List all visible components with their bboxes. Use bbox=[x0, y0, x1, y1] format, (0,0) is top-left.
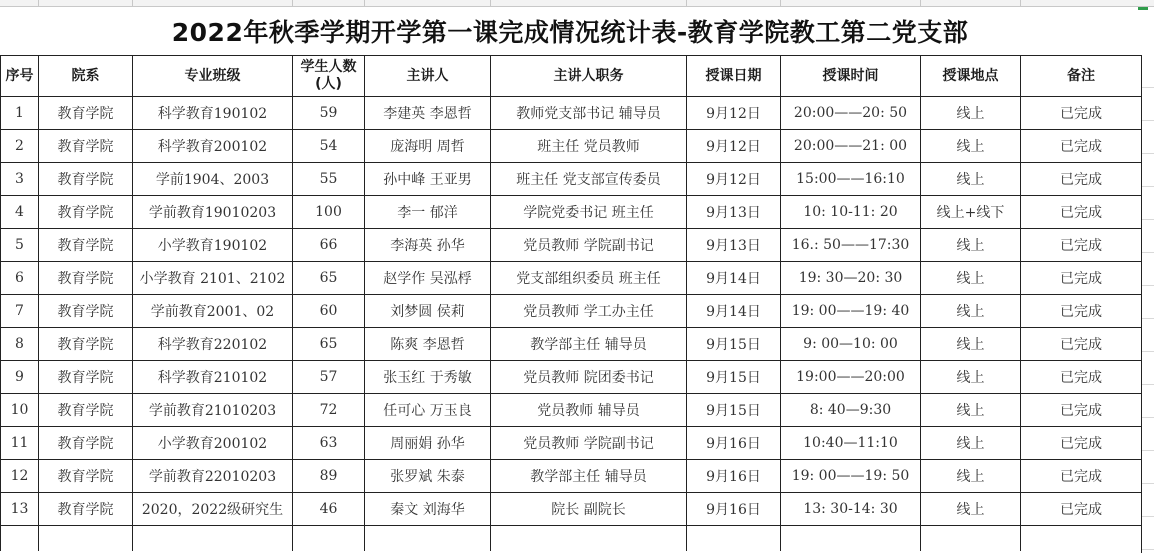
cell-time[interactable]: 10:40—11:10 bbox=[781, 427, 921, 460]
cell-speaker[interactable]: 孙中峰 王亚男 bbox=[365, 163, 491, 196]
cell-department[interactable]: 教育学院 bbox=[39, 130, 133, 163]
cell-location[interactable]: 线上 bbox=[921, 295, 1021, 328]
empty-cell[interactable] bbox=[133, 526, 293, 552]
cell-index[interactable]: 2 bbox=[1, 130, 39, 163]
cell-department[interactable]: 教育学院 bbox=[39, 229, 133, 262]
cell-speaker-title[interactable]: 党支部组织委员 班主任 bbox=[491, 262, 687, 295]
table-body bbox=[1, 97, 1142, 552]
cell-index[interactable]: 12 bbox=[1, 460, 39, 493]
cell-department[interactable]: 教育学院 bbox=[39, 361, 133, 394]
stats-table bbox=[0, 55, 1142, 551]
cell-date[interactable]: 9月14日 bbox=[687, 262, 781, 295]
cell-department[interactable]: 教育学院 bbox=[39, 328, 133, 361]
empty-cell[interactable] bbox=[39, 526, 133, 552]
cell-speaker[interactable]: 张玉红 于秀敏 bbox=[365, 361, 491, 394]
cell-speaker-title[interactable]: 党员教师 学院副书记 bbox=[491, 427, 687, 460]
table-row bbox=[1, 130, 1142, 163]
cell-index[interactable]: 3 bbox=[1, 163, 39, 196]
cell-department[interactable]: 教育学院 bbox=[39, 97, 133, 130]
cell-class[interactable]: 小学教育190102 bbox=[133, 229, 293, 262]
cell-index[interactable]: 11 bbox=[1, 427, 39, 460]
cell-department[interactable]: 教育学院 bbox=[39, 427, 133, 460]
empty-cell[interactable] bbox=[1021, 526, 1142, 552]
cell-time[interactable]: 13: 30-14: 30 bbox=[781, 493, 921, 526]
table-row bbox=[1, 97, 1142, 130]
empty-row bbox=[1, 526, 1142, 552]
cell-speaker-title[interactable]: 党员教师 辅导员 bbox=[491, 394, 687, 427]
cell-time[interactable]: 20:00——21: 00 bbox=[781, 130, 921, 163]
cell-remark[interactable]: 已完成 bbox=[1021, 460, 1142, 493]
cell-class[interactable]: 小学教育 2101、2102 bbox=[133, 262, 293, 295]
cell-student-count[interactable]: 100 bbox=[293, 196, 365, 229]
cell-time[interactable]: 16.: 50——17:30 bbox=[781, 229, 921, 262]
cell-time[interactable]: 15:00——16:10 bbox=[781, 163, 921, 196]
cell-index[interactable]: 4 bbox=[1, 196, 39, 229]
cell-speaker-title[interactable]: 教学部主任 辅导员 bbox=[491, 328, 687, 361]
cell-date[interactable]: 9月14日 bbox=[687, 295, 781, 328]
table-row bbox=[1, 361, 1142, 394]
cell-speaker-title[interactable]: 党员教师 学工办主任 bbox=[491, 295, 687, 328]
cell-student-count[interactable]: 65 bbox=[293, 328, 365, 361]
empty-cell[interactable] bbox=[921, 526, 1021, 552]
cell-remark[interactable]: 已完成 bbox=[1021, 493, 1142, 526]
cell-department[interactable]: 教育学院 bbox=[39, 196, 133, 229]
cell-date[interactable]: 9月12日 bbox=[687, 97, 781, 130]
cell-class[interactable]: 学前1904、2003 bbox=[133, 163, 293, 196]
cell-speaker[interactable]: 李一 郁洋 bbox=[365, 196, 491, 229]
cell-student-count[interactable]: 46 bbox=[293, 493, 365, 526]
table-row bbox=[1, 163, 1142, 196]
table-row bbox=[1, 328, 1142, 361]
header-cell-remark[interactable]: 备注 bbox=[1021, 56, 1142, 97]
cell-location[interactable]: 线上 bbox=[921, 262, 1021, 295]
cell-date[interactable]: 9月16日 bbox=[687, 460, 781, 493]
cell-student-count[interactable]: 60 bbox=[293, 295, 365, 328]
cell-location[interactable]: 线上 bbox=[921, 229, 1021, 262]
table-row bbox=[1, 460, 1142, 493]
cell-department[interactable]: 教育学院 bbox=[39, 493, 133, 526]
cell-remark[interactable]: 已完成 bbox=[1021, 295, 1142, 328]
table-row bbox=[1, 295, 1142, 328]
cell-remark[interactable]: 已完成 bbox=[1021, 130, 1142, 163]
empty-cell[interactable] bbox=[687, 526, 781, 552]
cell-time[interactable]: 10: 10-11: 20 bbox=[781, 196, 921, 229]
cell-speaker[interactable]: 赵学作 吴泓桴 bbox=[365, 262, 491, 295]
cell-speaker-title[interactable]: 班主任 党员教师 bbox=[491, 130, 687, 163]
cell-class[interactable]: 学前教育21010203 bbox=[133, 394, 293, 427]
header-cell-speaker[interactable]: 主讲人 bbox=[365, 56, 491, 97]
cell-time[interactable]: 19:00——20:00 bbox=[781, 361, 921, 394]
cell-date[interactable]: 9月15日 bbox=[687, 328, 781, 361]
cell-location[interactable]: 线上 bbox=[921, 460, 1021, 493]
cell-department[interactable]: 教育学院 bbox=[39, 394, 133, 427]
cell-remark[interactable]: 已完成 bbox=[1021, 196, 1142, 229]
cell-date[interactable]: 9月16日 bbox=[687, 427, 781, 460]
cell-speaker[interactable]: 庞海明 周哲 bbox=[365, 130, 491, 163]
cell-time[interactable]: 8: 40—9:30 bbox=[781, 394, 921, 427]
cell-speaker[interactable]: 李海英 孙华 bbox=[365, 229, 491, 262]
table-row bbox=[1, 262, 1142, 295]
cell-class[interactable]: 科学教育190102 bbox=[133, 97, 293, 130]
table-row bbox=[1, 196, 1142, 229]
header-cell-date[interactable]: 授课日期 bbox=[687, 56, 781, 97]
header-cell-time[interactable]: 授课时间 bbox=[781, 56, 921, 97]
cell-speaker[interactable]: 周丽娟 孙华 bbox=[365, 427, 491, 460]
cell-speaker[interactable]: 张罗斌 朱泰 bbox=[365, 460, 491, 493]
cell-location[interactable]: 线上 bbox=[921, 394, 1021, 427]
cell-remark[interactable]: 已完成 bbox=[1021, 262, 1142, 295]
table-row bbox=[1, 493, 1142, 526]
cell-speaker-title[interactable]: 党员教师 学院副书记 bbox=[491, 229, 687, 262]
cell-speaker-title[interactable]: 教学部主任 辅导员 bbox=[491, 460, 687, 493]
cell-location[interactable]: 线上 bbox=[921, 163, 1021, 196]
cell-student-count[interactable]: 65 bbox=[293, 262, 365, 295]
cell-date[interactable]: 9月12日 bbox=[687, 130, 781, 163]
cell-date[interactable]: 9月13日 bbox=[687, 196, 781, 229]
cell-speaker[interactable]: 任可心 万玉良 bbox=[365, 394, 491, 427]
cell-time[interactable]: 20:00——20: 50 bbox=[781, 97, 921, 130]
cell-student-count[interactable]: 59 bbox=[293, 97, 365, 130]
cell-student-count[interactable]: 57 bbox=[293, 361, 365, 394]
cell-student-count[interactable]: 89 bbox=[293, 460, 365, 493]
header-cell-index[interactable]: 序号 bbox=[1, 56, 39, 97]
cell-class[interactable]: 2020，2022级研究生 bbox=[133, 493, 293, 526]
cell-student-count[interactable]: 63 bbox=[293, 427, 365, 460]
cell-location[interactable]: 线上 bbox=[921, 427, 1021, 460]
cell-index[interactable]: 9 bbox=[1, 361, 39, 394]
header-cell-class[interactable]: 专业班级 bbox=[133, 56, 293, 97]
cell-remark[interactable]: 已完成 bbox=[1021, 163, 1142, 196]
cell-speaker-title[interactable]: 教师党支部书记 辅导员 bbox=[491, 97, 687, 130]
cell-remark[interactable]: 已完成 bbox=[1021, 229, 1142, 262]
cell-class[interactable]: 小学教育200102 bbox=[133, 427, 293, 460]
cell-department[interactable]: 教育学院 bbox=[39, 295, 133, 328]
empty-cell[interactable] bbox=[1, 526, 39, 552]
header-cell-student-count[interactable] bbox=[293, 56, 365, 97]
header-cell-speaker-title[interactable]: 主讲人职务 bbox=[491, 56, 687, 97]
cell-department[interactable]: 教育学院 bbox=[39, 163, 133, 196]
header-row bbox=[1, 56, 1142, 97]
cell-date[interactable]: 9月13日 bbox=[687, 229, 781, 262]
cell-speaker[interactable]: 陈爽 李恩哲 bbox=[365, 328, 491, 361]
empty-cell[interactable] bbox=[293, 526, 365, 552]
cell-speaker-title[interactable]: 班主任 党支部宣传委员 bbox=[491, 163, 687, 196]
cell-time[interactable]: 19: 00——19: 40 bbox=[781, 295, 921, 328]
header-cell-department[interactable]: 院系 bbox=[39, 56, 133, 97]
cell-speaker[interactable]: 秦文 刘海华 bbox=[365, 493, 491, 526]
empty-cell[interactable] bbox=[365, 526, 491, 552]
cell-speaker-title[interactable]: 党员教师 院团委书记 bbox=[491, 361, 687, 394]
cell-location[interactable]: 线上 bbox=[921, 493, 1021, 526]
cell-index[interactable]: 5 bbox=[1, 229, 39, 262]
table-row bbox=[1, 394, 1142, 427]
cell-student-count[interactable]: 55 bbox=[293, 163, 365, 196]
cell-class[interactable]: 科学教育200102 bbox=[133, 130, 293, 163]
cell-class[interactable]: 科学教育210102 bbox=[133, 361, 293, 394]
cell-index[interactable]: 1 bbox=[1, 97, 39, 130]
cell-remark[interactable]: 已完成 bbox=[1021, 394, 1142, 427]
cell-remark[interactable]: 已完成 bbox=[1021, 97, 1142, 130]
cell-remark[interactable]: 已完成 bbox=[1021, 328, 1142, 361]
cell-speaker[interactable]: 刘梦圆 侯莉 bbox=[365, 295, 491, 328]
cell-time[interactable]: 9: 00—10: 00 bbox=[781, 328, 921, 361]
cell-department[interactable]: 教育学院 bbox=[39, 460, 133, 493]
empty-cell[interactable] bbox=[781, 526, 921, 552]
cell-index[interactable]: 8 bbox=[1, 328, 39, 361]
cell-index[interactable]: 13 bbox=[1, 493, 39, 526]
cell-location[interactable]: 线上 bbox=[921, 361, 1021, 394]
cell-location[interactable]: 线上 bbox=[921, 328, 1021, 361]
cell-remark[interactable]: 已完成 bbox=[1021, 361, 1142, 394]
cell-department[interactable]: 教育学院 bbox=[39, 262, 133, 295]
cell-index[interactable]: 7 bbox=[1, 295, 39, 328]
cell-location[interactable]: 线上 bbox=[921, 97, 1021, 130]
table-title[interactable]: 2022年秋季学期开学第一课完成情况统计表-教育学院教工第二党支部 bbox=[171, 17, 969, 47]
cell-class[interactable]: 学前教育2001、02 bbox=[133, 295, 293, 328]
cell-student-count[interactable]: 54 bbox=[293, 130, 365, 163]
cell-class[interactable]: 学前教育22010203 bbox=[133, 460, 293, 493]
cell-index[interactable]: 10 bbox=[1, 394, 39, 427]
table-row bbox=[1, 229, 1142, 262]
table-row bbox=[1, 427, 1142, 460]
cell-time[interactable]: 19: 00——19: 50 bbox=[781, 460, 921, 493]
empty-cell[interactable] bbox=[491, 526, 687, 552]
cell-date[interactable]: 9月16日 bbox=[687, 493, 781, 526]
cell-location[interactable]: 线上 bbox=[921, 130, 1021, 163]
cell-date[interactable]: 9月15日 bbox=[687, 361, 781, 394]
header-cell-location[interactable]: 授课地点 bbox=[921, 56, 1021, 97]
adjacent-column-grid bbox=[1141, 55, 1154, 553]
cell-speaker-title[interactable]: 学院党委书记 班主任 bbox=[491, 196, 687, 229]
cell-index[interactable]: 6 bbox=[1, 262, 39, 295]
cell-remark[interactable]: 已完成 bbox=[1021, 427, 1142, 460]
cell-student-count[interactable]: 72 bbox=[293, 394, 365, 427]
cell-date[interactable]: 9月12日 bbox=[687, 163, 781, 196]
cell-speaker[interactable]: 李建英 李恩哲 bbox=[365, 97, 491, 130]
cell-class[interactable]: 学前教育19010203 bbox=[133, 196, 293, 229]
cell-class[interactable]: 科学教育220102 bbox=[133, 328, 293, 361]
cell-time[interactable]: 19: 30—20: 30 bbox=[781, 262, 921, 295]
header-student-count-label: 学生人数(人) bbox=[300, 59, 357, 92]
cell-speaker-title[interactable]: 院长 副院长 bbox=[491, 493, 687, 526]
cell-location[interactable]: 线上+线下 bbox=[921, 196, 1021, 229]
cell-student-count[interactable]: 66 bbox=[293, 229, 365, 262]
cell-date[interactable]: 9月15日 bbox=[687, 394, 781, 427]
